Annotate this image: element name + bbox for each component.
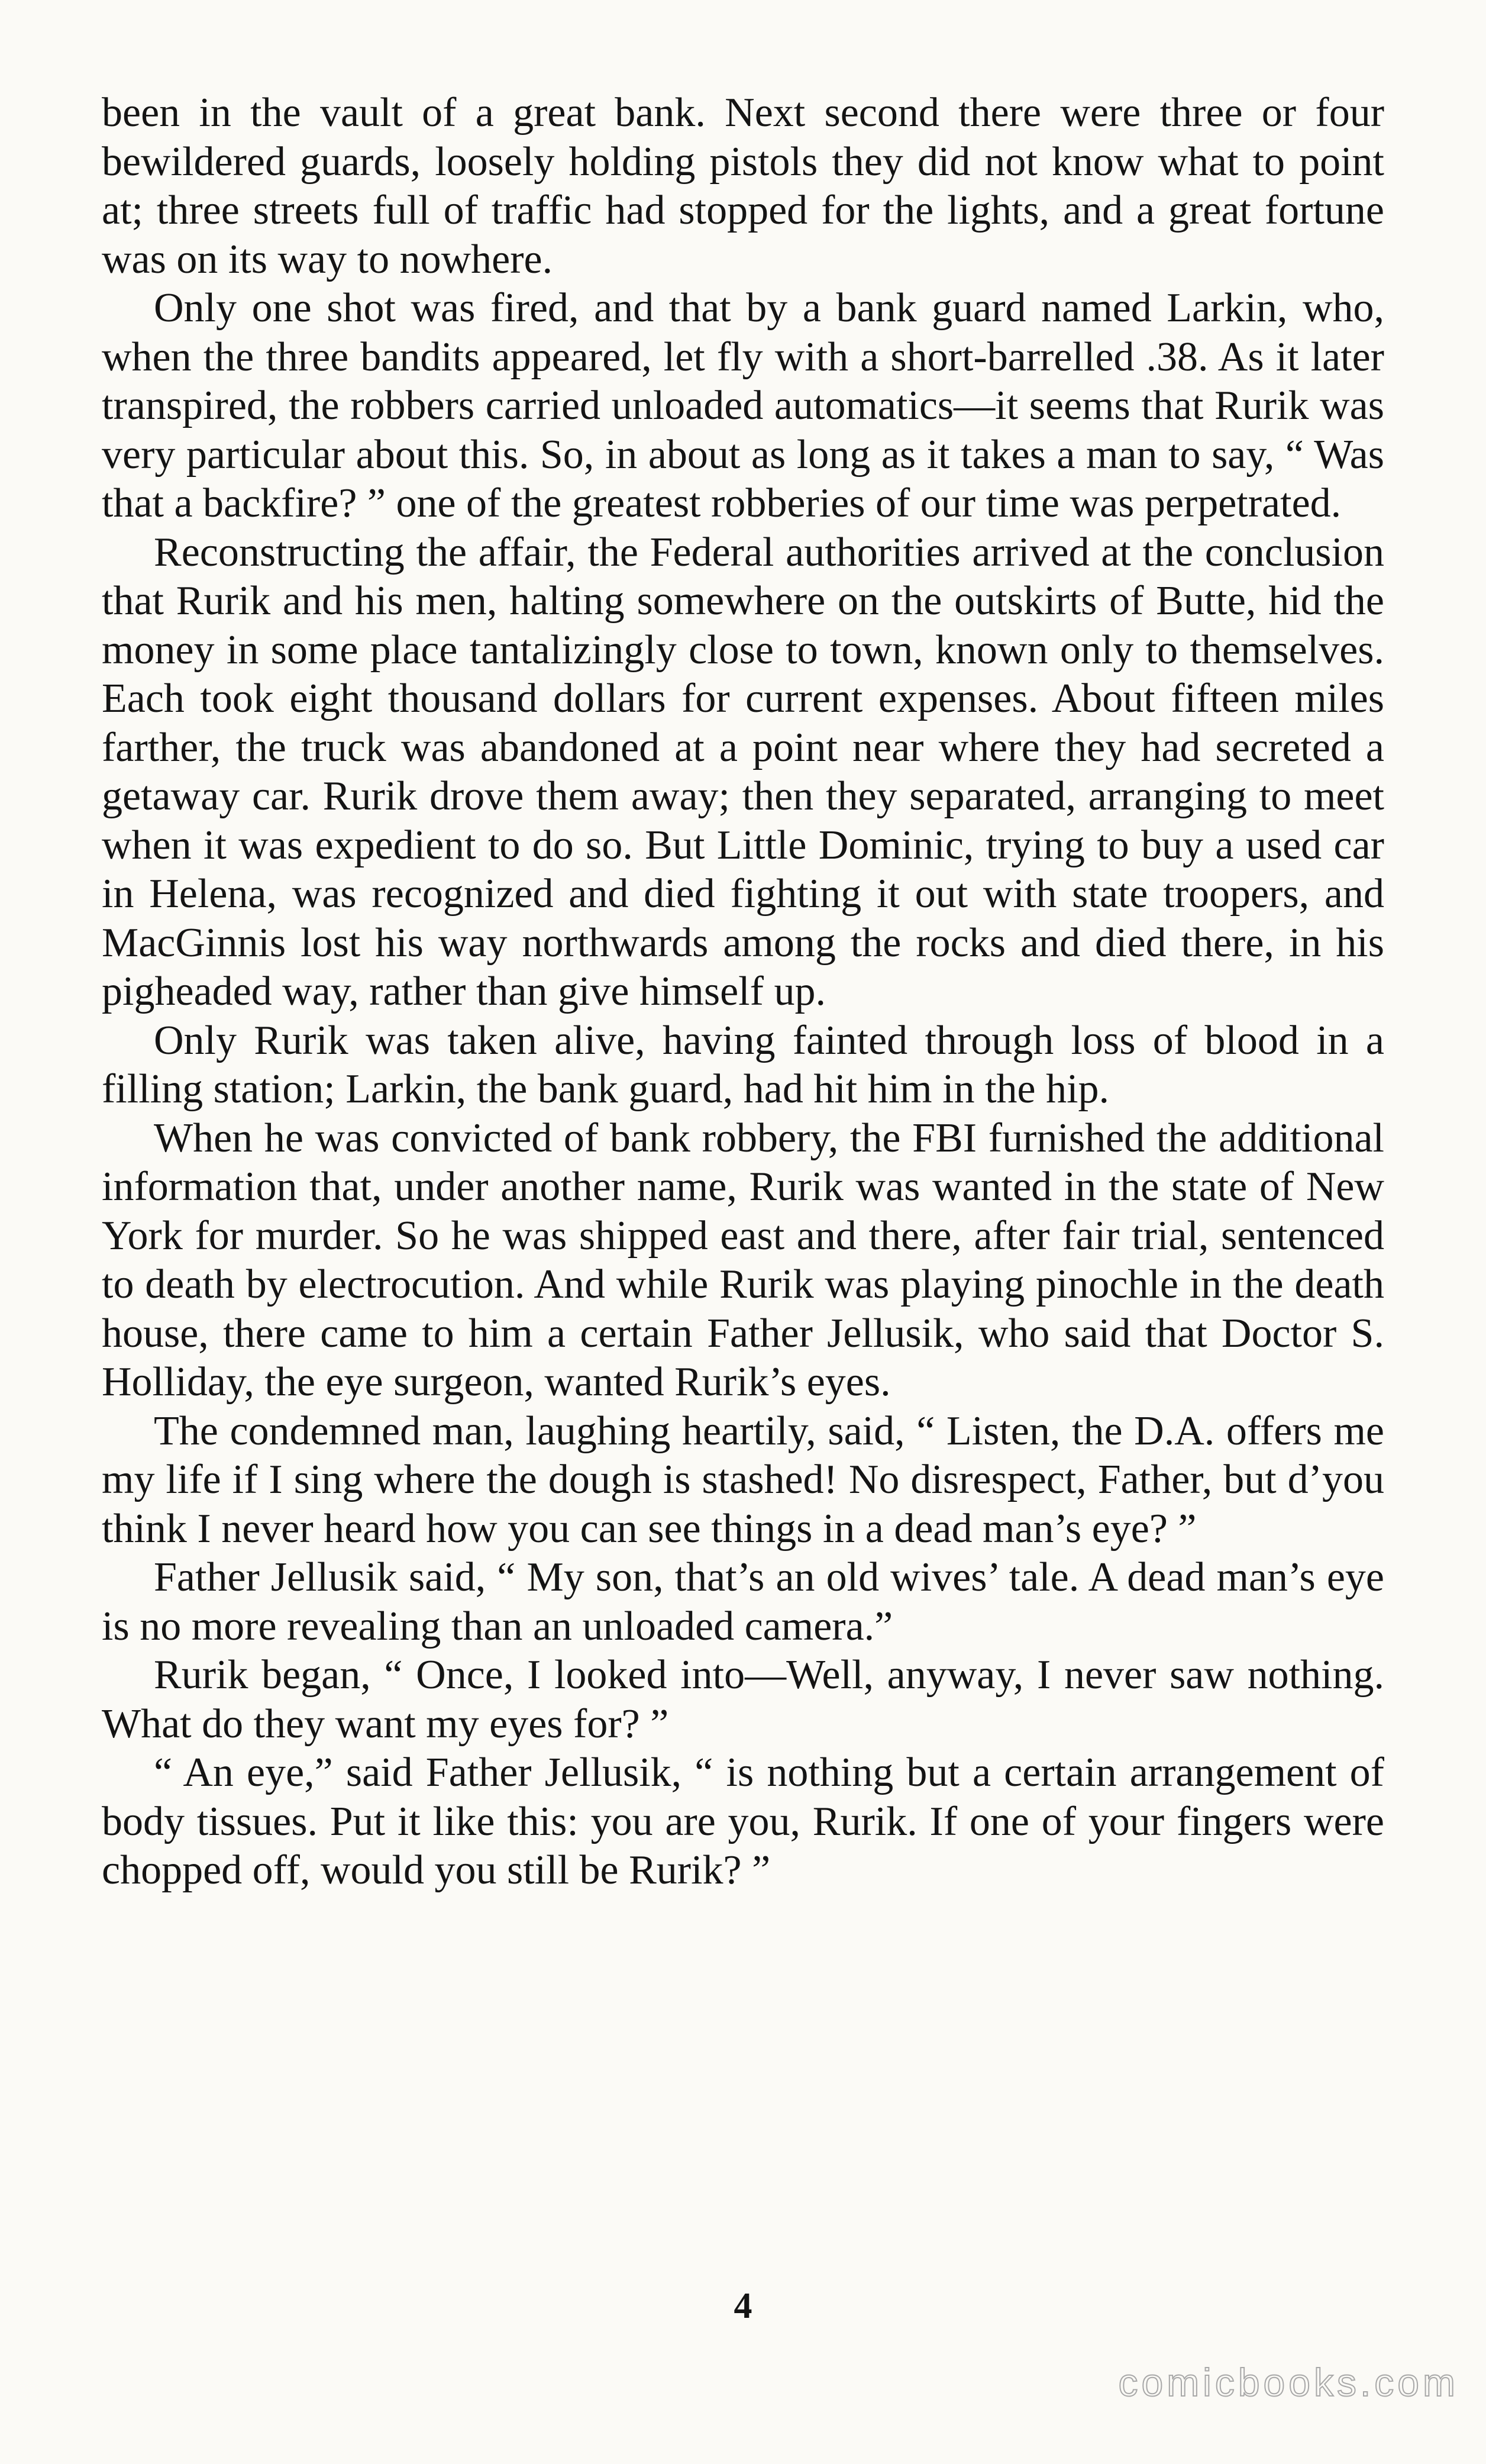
- paragraph-5: When he was convicted of bank robbery, the FBI furnished the additional information that, under another name, Rurik was wanted in the state of New York for murder. So he was shipped east and there, after fair trial, sentenced to death by electrocution. And while Rurik was playing pinochle in the death house, there came to him a certain Father Jellusik, who said that Doctor S. Holliday, the eye surgeon, wanted Rurik’s eyes.: [102, 1115, 1384, 1405]
- paragraph-4: Only Rurik was taken alive, having fainted through loss of blood in a filling station; Larkin, the bank guard, had hit him in the hip.: [102, 1017, 1384, 1112]
- watermark: comicbooks.com: [1118, 2360, 1459, 2404]
- story-text: [102, 89, 1384, 1895]
- page-number: 4: [734, 2286, 752, 2326]
- paragraph-7: Father Jellusik said, “ My son, that’s an old wives’ tale. A dead man’s eye is no more revealing than an unloaded camera.”: [102, 1554, 1384, 1649]
- paragraph-9: “ An eye,” said Father Jellusik, “ is nothing but a certain arrangement of body tissues. Put it like this: you are you, Rurik. If one of your fingers were chopped off, would you still be Rurik? ”: [102, 1750, 1384, 1893]
- paragraph-8: Rurik began, “ Once, I looked into—Well, anyway, I never saw nothing. What do they want my eyes for? ”: [102, 1652, 1384, 1747]
- paragraph-3: Reconstructing the affair, the Federal authorities arrived at the conclusion that Rurik and his men, halting somewhere on the outskirts of Butte, hid the money in some place tantalizingly close to town, known only to themselves. Each took eight thousand dollars for current expenses. About fifteen miles farther, the truck was abandoned at a point near where they had secreted a getaway car. Rurik drove them away; then they separated, arranging to meet when it was expedient to do so. But Little Dominic, trying to buy a used car in Helena, was recognized and died fighting it out with state troopers, and MacGinnis lost his way northwards among the rocks and died there, in his pigheaded way, rather than give himself up.: [102, 529, 1384, 1014]
- paragraph-1: been in the vault of a great bank. Next second there were three or four bewildered guards, loosely holding pistols they did not know what to point at; three streets full of traffic had stopped for the lights, and a great fortune was on its way to nowhere.: [102, 90, 1384, 282]
- paragraph-6: The condemned man, laughing heartily, said, “ Listen, the D.A. offers me my life if I sing where the dough is stashed! No disrespect, Father, but d’you think I never heard how you can see things in a dead man’s eye? ”: [102, 1408, 1384, 1552]
- paragraph-2: Only one shot was fired, and that by a bank guard named Larkin, who, when the three bandits appeared, let fly with a short-barrelled .38. As it later transpired, the robbers carried unloaded automatics—it seems that Rurik was very particular about this. So, in about as long as it takes a man to say, “ Was that a backfire? ” one of the greatest robberies of our time was perpetrated.: [102, 285, 1384, 526]
